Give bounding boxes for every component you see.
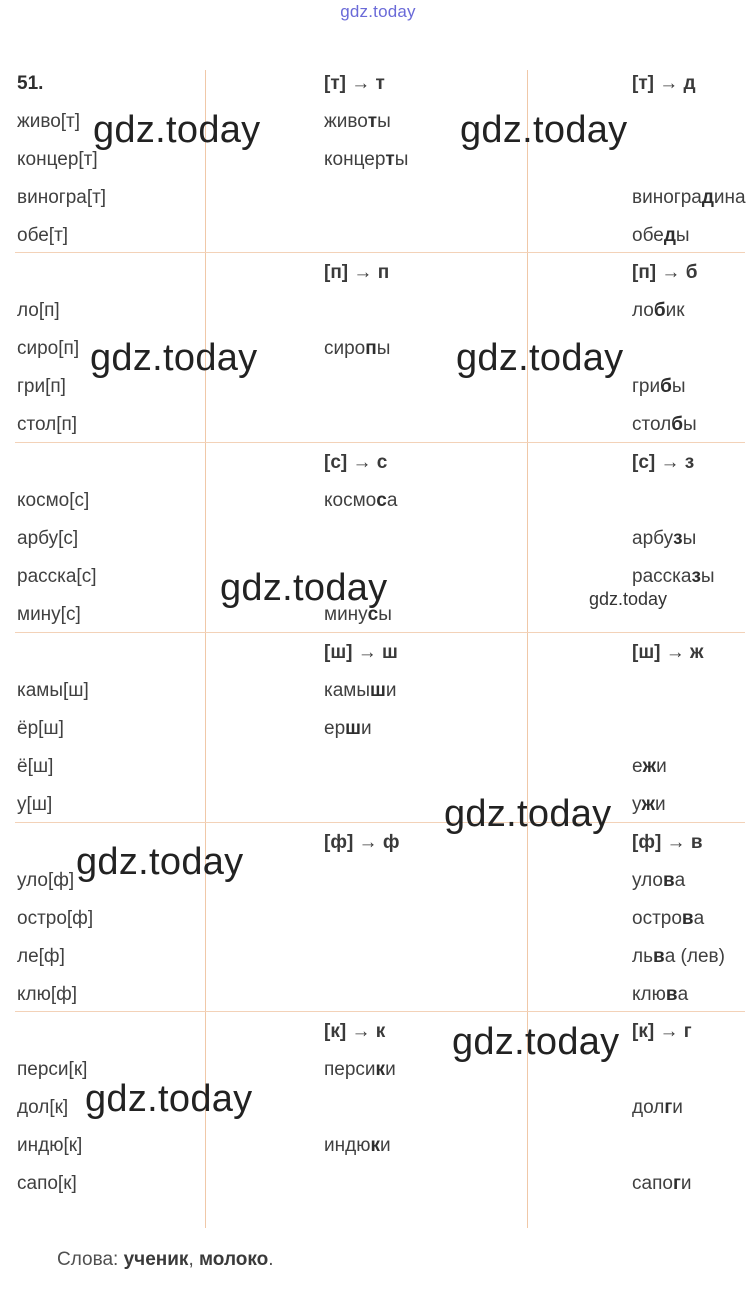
check-word-start: живо [324, 111, 368, 132]
check-word-start: сиро [324, 338, 366, 359]
check-word-end: и [656, 756, 667, 777]
check-word-start: виногра [632, 187, 702, 208]
check-word-end: и [385, 1059, 396, 1080]
check-word-paired [632, 755, 667, 779]
transcription-word: у[ш] [17, 794, 53, 815]
check-word-end: и [379, 1135, 391, 1156]
check-word-letter: б [653, 300, 666, 321]
check-word-end: а [693, 908, 705, 929]
check-word-letter: в [665, 984, 678, 1005]
transcription-word: стол[п] [17, 414, 78, 435]
transcription-word: живо[т] [17, 111, 81, 132]
check-word-end: ы [377, 111, 391, 132]
transcription-word: гри[п] [17, 376, 66, 397]
check-word-end: и [672, 1097, 683, 1118]
transcription-word: обе[т] [17, 225, 69, 246]
rule-same-sound: [п] → п [324, 262, 390, 283]
check-word-end: а (лев) [664, 946, 725, 967]
check-word-start: обе [632, 225, 664, 246]
footer-word-2: молоко [199, 1249, 269, 1270]
transcription-word: мину[с] [17, 604, 81, 625]
check-word-letter: с [376, 490, 387, 511]
check-word-paired [632, 527, 696, 551]
watermark-text: gdz.today [444, 793, 612, 835]
watermark-text-small: gdz.today [589, 589, 668, 609]
rule-same-sound: [ш] → ш [324, 642, 398, 663]
check-word-letter: г [664, 1097, 673, 1118]
check-word-start: остро [632, 908, 682, 929]
group-divider [15, 632, 745, 633]
check-word-start: ер [324, 718, 346, 739]
check-word-letter: з [673, 528, 683, 549]
check-word-letter: с [367, 604, 379, 625]
transcription-word: камы[ш] [17, 680, 89, 701]
transcription-word: ё[ш] [17, 756, 54, 777]
transcription-word: концер[т] [17, 149, 98, 170]
check-word-paired [632, 299, 685, 323]
check-word-end: ик [665, 300, 685, 321]
transcription-word: арбу[с] [17, 528, 79, 549]
check-word-start: концер [324, 149, 386, 170]
check-word-start: е [632, 756, 643, 777]
check-word-paired [632, 1096, 683, 1120]
check-word-end: и [654, 794, 666, 815]
watermark-text: gdz.today [93, 109, 261, 151]
check-word-end: ы [394, 149, 409, 170]
check-word-end: ы [682, 528, 697, 549]
check-word-paired [632, 793, 666, 817]
check-word-start: индю [324, 1135, 371, 1156]
check-word-paired [632, 869, 685, 893]
check-word-paired [632, 983, 688, 1007]
footer-words [57, 1248, 274, 1272]
transcription-word: расска[с] [17, 566, 97, 587]
check-word-paired [632, 907, 704, 931]
check-word-letter: к [375, 1059, 386, 1080]
transcription-word: космо[с] [17, 490, 90, 511]
check-word-letter: в [662, 870, 675, 891]
check-word-end: ина [713, 187, 746, 208]
footer-word-1: ученик [123, 1249, 189, 1270]
check-word-start: расска [632, 566, 692, 587]
check-word-end: ы [675, 225, 690, 246]
check-word-paired [632, 375, 686, 399]
check-word-paired [632, 1172, 691, 1196]
check-word-start: космо [324, 490, 377, 511]
check-word-letter: д [663, 225, 676, 246]
check-word-same [324, 148, 408, 172]
check-word-end: и [680, 1173, 692, 1194]
watermark-text: gdz.today [76, 841, 244, 883]
check-word-paired [632, 413, 697, 437]
check-word-letter: в [653, 946, 665, 967]
check-word-end: а [674, 870, 686, 891]
check-word-start: дол [632, 1097, 665, 1118]
column-divider [205, 70, 206, 1228]
check-word-start: арбу [632, 528, 674, 549]
watermark-text: gdz.today [456, 337, 624, 379]
check-word-start: мину [324, 604, 368, 625]
check-word-letter: п [365, 338, 377, 359]
check-word-start: сапо [632, 1173, 673, 1194]
check-word-same [324, 679, 396, 703]
rule-same-sound: [т] → т [324, 73, 385, 94]
transcription-word: индю[к] [17, 1135, 83, 1156]
group-divider [15, 252, 745, 253]
check-word-same [324, 489, 397, 513]
group-divider [15, 442, 745, 443]
check-word-letter: ш [370, 680, 386, 701]
check-word-letter: ж [642, 756, 657, 777]
group-divider [15, 822, 745, 823]
check-word-end: ы [378, 604, 392, 625]
check-word-end: а [677, 984, 689, 1005]
check-word-paired [632, 565, 715, 589]
check-word-letter: г [672, 1173, 681, 1194]
rule-paired-sound: [с] → з [632, 452, 695, 473]
transcription-word: сиро[п] [17, 338, 80, 359]
check-word-letter: д [701, 187, 714, 208]
check-word-start: у [632, 794, 642, 815]
check-word-start: ль [632, 946, 653, 967]
rule-paired-sound: [ф] → в [632, 832, 703, 853]
transcription-word: перси[к] [17, 1059, 88, 1080]
rule-paired-sound: [т] → д [632, 73, 696, 94]
transcription-word: сапо[к] [17, 1173, 77, 1194]
watermark-text: gdz.today [452, 1021, 620, 1063]
check-word-letter: т [367, 111, 378, 132]
footer-label: Слова: [57, 1249, 124, 1270]
rule-paired-sound: [к] → г [632, 1021, 692, 1042]
check-word-same [324, 1058, 396, 1082]
check-word-same [324, 110, 391, 134]
rule-same-sound: [с] → с [324, 452, 388, 473]
check-word-end: ы [671, 376, 686, 397]
check-word-end: ы [700, 566, 715, 587]
check-word-same [324, 1134, 391, 1158]
check-word-same [324, 717, 372, 741]
check-word-start: гри [632, 376, 661, 397]
group-divider [15, 1011, 745, 1012]
footer-separator: , [188, 1249, 199, 1270]
check-word-letter: ш [345, 718, 361, 739]
transcription-word: ле[ф] [17, 946, 65, 967]
check-word-start: уло [632, 870, 663, 891]
transcription-word: клю[ф] [17, 984, 78, 1005]
site-watermark-top: gdz.today [340, 2, 416, 21]
check-word-end: и [360, 718, 372, 739]
check-word-letter: б [671, 414, 683, 435]
check-word-start: перси [324, 1059, 376, 1080]
check-word-paired [632, 224, 690, 248]
footer-end: . [268, 1249, 274, 1270]
check-word-letter: б [660, 376, 672, 397]
check-word-end: и [385, 680, 397, 701]
watermark-text: gdz.today [90, 337, 258, 379]
check-word-paired [632, 945, 725, 969]
check-word-letter: ж [641, 794, 655, 815]
check-word-paired [632, 186, 746, 210]
rule-same-sound: [ф] → ф [324, 832, 400, 853]
task-number: 51. [17, 73, 44, 94]
check-word-end: ы [376, 338, 391, 359]
watermark-text: gdz.today [460, 109, 628, 151]
check-word-letter: з [691, 566, 701, 587]
watermark-text: gdz.today [85, 1078, 253, 1120]
transcription-word: ёр[ш] [17, 718, 64, 739]
transcription-word: ло[п] [17, 300, 60, 321]
check-word-start: клю [632, 984, 666, 1005]
check-word-letter: к [370, 1135, 380, 1156]
check-word-letter: в [681, 908, 694, 929]
transcription-word: дол[к] [17, 1097, 69, 1118]
check-word-start: камы [324, 680, 371, 701]
watermark-text: gdz.today [220, 567, 388, 609]
transcription-word: уло[ф] [17, 870, 75, 891]
check-word-end: ы [682, 414, 697, 435]
rule-paired-sound: [п] → б [632, 262, 698, 283]
check-word-start: ло [632, 300, 654, 321]
check-word-end: а [386, 490, 398, 511]
transcription-word: виногра[т] [17, 187, 107, 208]
check-word-letter: т [385, 149, 395, 170]
check-word-start: стол [632, 414, 672, 435]
transcription-word: остро[ф] [17, 908, 94, 929]
check-word-same [324, 337, 390, 361]
rule-paired-sound: [ш] → ж [632, 642, 704, 663]
rule-same-sound: [к] → к [324, 1021, 386, 1042]
